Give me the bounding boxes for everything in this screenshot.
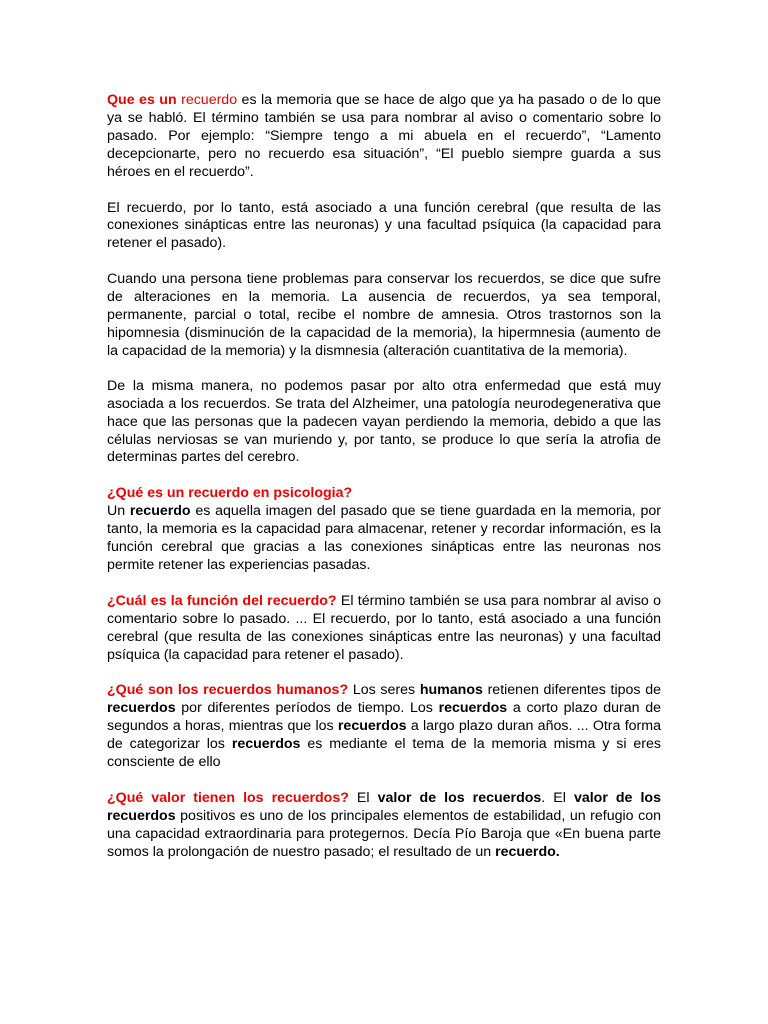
section-text: es mediante el tema de la memoria misma y si eres consciente de ello [107, 736, 661, 771]
paragraph-lead: Que es un [107, 92, 177, 108]
section-heading: ¿Qué valor tienen los recuerdos? [107, 790, 349, 806]
section-value [107, 790, 661, 862]
recuerdo-link[interactable]: recuerdo [181, 92, 238, 108]
bold-term: recuerdo. [495, 843, 560, 860]
bold-term: recuerdo [129, 503, 191, 520]
section-text: Los seres [348, 682, 420, 699]
paragraph-memory-disorders: Cuando una persona tiene problemas para conservar los recuerdos, se dice que sufre de alteraciones en la memoria. La ausencia de recuerdos, ya sea temporal, permanente, parcial o total, recibe el nombre de amnesia. Otros trastornos son la hipomnesia (disminución de la capacidad de la memoria), la hipermnesia (aumento de la capacidad de la memoria) y la dismnesia (alteración cuantitativa de la memoria). [107, 271, 661, 359]
section-text: retienen diferentes tipos de [482, 682, 662, 699]
paragraph-definition [107, 92, 661, 182]
section-heading: ¿Qué es un recuerdo en psicologia? [107, 485, 353, 502]
section-text: El término también se usa para nombrar al aviso o comentario sobre lo pasado. ... El recuerdo, por lo tanto, está asociado a una función cerebral (que resulta de las conexiones sinápticas entre las neuronas) y una facultad psíquica (la capacidad para retener el pasado). [107, 592, 661, 663]
bold-term: recuerdos [107, 700, 176, 717]
section-text: . El [541, 790, 574, 806]
section-human-memories [107, 682, 661, 772]
section-text: es aquella imagen del pasado que se tiene guardada en la memoria, por tanto, la memoria es la capacidad para almacenar, retener y recordar información, es la función cerebral que gracias a las conexiones sinápticas entre las neuronas nos permite retener las experiencias pasadas. [107, 503, 661, 573]
bold-term: recuerdos [337, 718, 407, 735]
paragraph-brain-function: El recuerdo, por lo tanto, está asociado a una función cerebral (que resulta de las conexiones sinápticas entre las neuronas) y una facultad psíquica (la capacidad para retener el pasado). [107, 199, 661, 252]
bold-term: recuerdos [231, 736, 301, 753]
paragraph-text: es la memoria que se hace de algo que ya ha pasado o de lo que ya se habló. El término también se usa para nombrar al aviso o comentario sobre lo pasado. Por ejemplo: “Siempre tengo a mi abuela en el recuerdo”, “Lamento decepcionarte, pero no recuerdo esa situación”, “El pueblo siempre guarda a sus héroes en el recuerdo”. [107, 92, 662, 180]
bold-term: recuerdos [438, 700, 508, 717]
bold-term: valor de los recuerdos [377, 790, 542, 806]
bold-term: valor de los recuerdos [107, 790, 661, 824]
section-text: El [348, 790, 378, 806]
paragraph-alzheimer: De la misma manera, no podemos pasar por alto otra enfermedad que está muy asociada a los recuerdos. Se trata del Alzheimer, una patología neurodegenerativa que hace que las personas que la padecen vayan perdiendo la memoria, debido a que las células nerviosas se van muriendo y, por tanto, se produce lo que sería la atrofia de determinas partes del cerebro. [107, 377, 661, 466]
section-text: a corto plazo duran de segundos a horas, mientras que los [107, 700, 662, 735]
section-text: por diferentes períodos de tiempo. Los [175, 700, 439, 717]
section-text: a largo plazo duran años. ... Otra forma de categorizar los [107, 718, 661, 753]
bold-term: humanos [419, 682, 483, 699]
section-heading: ¿Cuál es la función del recuerdo? [107, 592, 337, 609]
section-text: positivos es uno de los principales elementos de estabilidad, un refugio con una capacidad extraordinaria para protegernos. Decía Pío Baroja que «En buena parte somos la prolongación de nuestro pasado; el resultado de un [107, 807, 661, 860]
section-function [107, 593, 661, 665]
section-heading: ¿Qué son los recuerdos humanos? [107, 682, 349, 699]
section-psychology [107, 485, 661, 575]
section-text: Un [107, 503, 130, 520]
